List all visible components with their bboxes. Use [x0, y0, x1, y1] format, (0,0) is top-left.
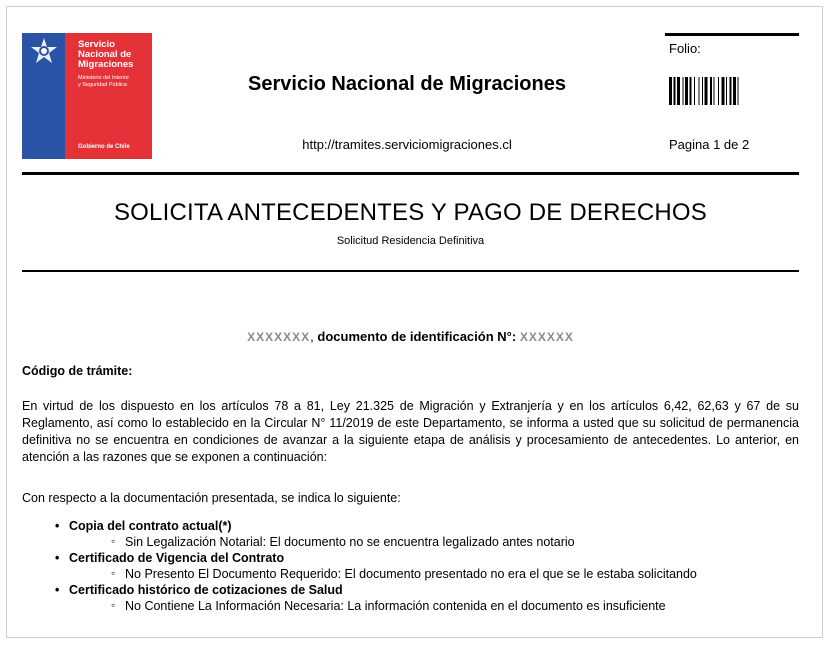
- identification-line: [22, 329, 799, 344]
- list-item: [51, 550, 811, 582]
- name-placeholder: XXXXXXX: [247, 330, 311, 344]
- documentation-intro: Con respecto a la documentación presentada, se indica lo siguiente:: [22, 491, 401, 505]
- barcode-icon: [669, 77, 799, 105]
- agency-title: Servicio Nacional de Migraciones: [248, 73, 566, 95]
- logo-ministry-line: Ministerio del Interior: [78, 75, 130, 81]
- item-title: • Copia del contrato actual(*): [69, 519, 232, 533]
- id-placeholder: XXXXXX: [519, 330, 574, 344]
- list-item: [51, 518, 811, 550]
- item-detail: ◦ Sin Legalización Notarial: El documento no se encuentra legalizado antes notario: [69, 534, 811, 550]
- logo-gobierno-text: Gobierno de Chile: [78, 144, 130, 150]
- item-detail: ◦ No Presento El Documento Requerido: El documento presentado no era el que se le estaba solicitando: [69, 566, 811, 582]
- document-page: [6, 6, 823, 638]
- logo-name-line: Servicio: [78, 39, 115, 50]
- title-divider: [22, 270, 799, 272]
- item-title: • Certificado histórico de cotizaciones de Salud: [69, 583, 343, 597]
- logo-name-line: Migraciones: [78, 59, 134, 70]
- header-divider: [22, 172, 799, 175]
- codigo-tramite-label: Código de trámite:: [22, 364, 133, 378]
- agency-url: http://tramites.serviciomigraciones.cl: [302, 137, 512, 152]
- list-item: [51, 582, 811, 614]
- item-title: • Certificado de Vigencia del Contrato: [69, 551, 285, 565]
- document-subtitle: Solicitud Residencia Definitiva: [336, 235, 485, 247]
- folio-rule: [665, 33, 799, 36]
- document-title: SOLICITA ANTECEDENTES Y PAGO DE DERECHOS: [113, 199, 708, 226]
- folio-label: Folio:: [669, 41, 701, 56]
- logo-name-line: Nacional de: [78, 49, 132, 60]
- logo-ministry-line: y Seguridad Pública: [78, 82, 127, 88]
- coat-of-arms-icon: [28, 37, 60, 67]
- id-label: documento de identificación N°:: [317, 329, 517, 344]
- body-paragraph: En virtud de los dispuesto en los artículos 78 a 81, Ley 21.325 de Migración y Extranjería y en los artículos 6,42, 62,63 y 67 de su Reglamento, así como lo establecido en la Circular N° 11/2019 de este Departamento, se informa a usted que su solicitud de permanencia definitiva no se encuentra en condiciones de avanzar a la siguiente etapa de análisis y procesamiento de antecedentes. Lo anterior, en atención a las razones que se exponen a continuación:: [22, 399, 799, 464]
- requirements-list: [51, 518, 811, 614]
- item-detail: ◦ No Contiene La Información Necesaria: La información contenida en el documento es insuficiente: [69, 598, 811, 614]
- separator: ,: [310, 329, 314, 344]
- government-logo: [22, 33, 152, 159]
- page-number: Pagina 1 de 2: [669, 137, 750, 152]
